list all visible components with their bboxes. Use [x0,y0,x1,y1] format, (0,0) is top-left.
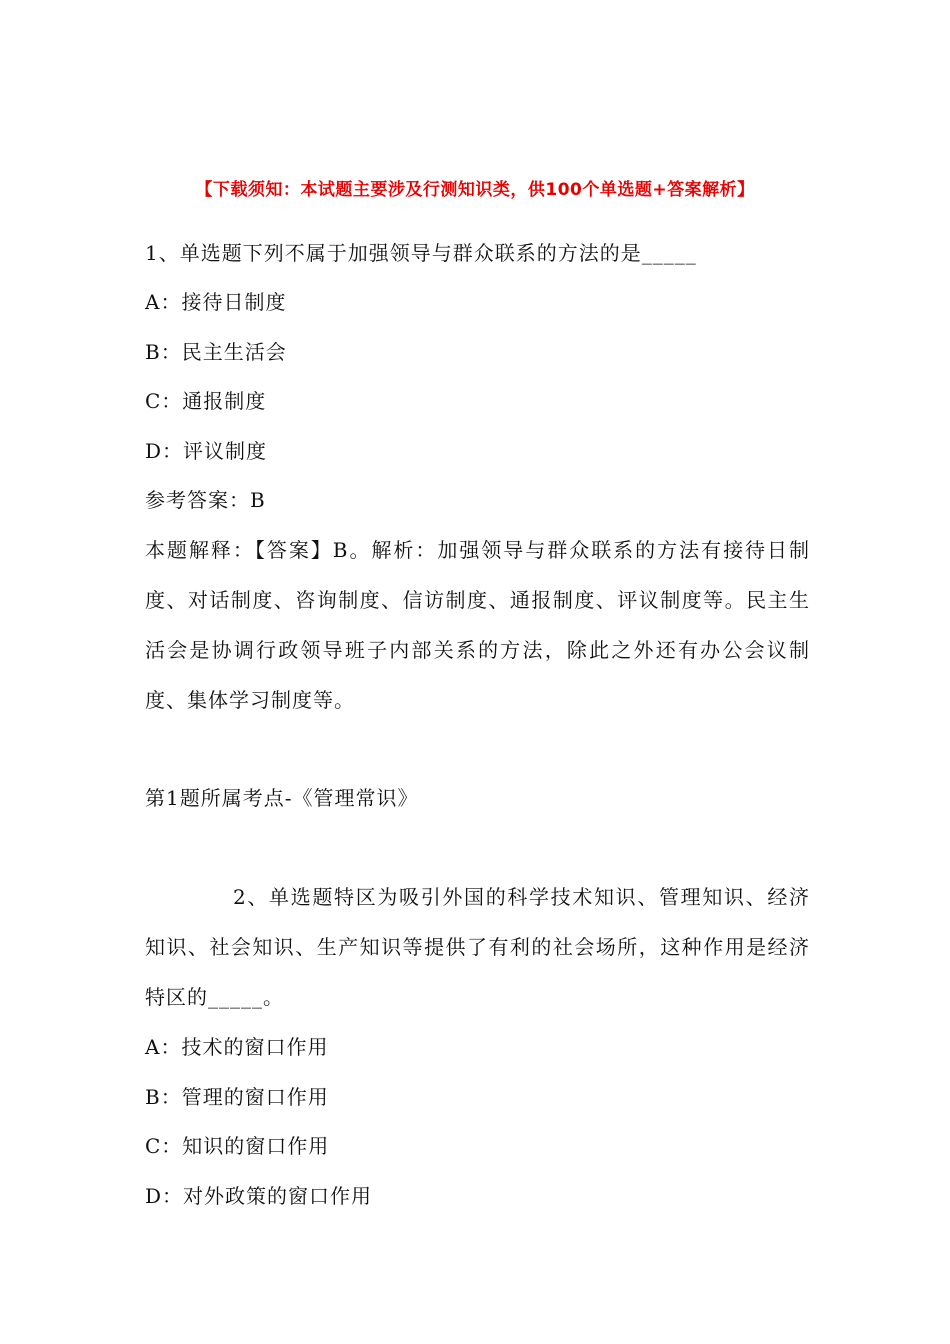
download-notice: 【下载须知：本试题主要涉及行测知识类，供100个单选题+答案解析】 [195,180,755,200]
q1-question: 1、单选题下列不属于加强领导与群众联系的方法的是_____ [145,241,697,265]
q1-option-b: B：民主生活会 [145,340,287,364]
q1-option-d: D：评议制度 [145,439,268,463]
q2-option-a: A：技术的窗口作用 [145,1035,329,1059]
q1-explanation: 本题解释：【答案】B。解析：加强领导与群众联系的方法有接待日制度、对话制度、咨询制度、信访制度、通报制度、评议制度等。民主生活会是协调行政领导班子内部关系的方法，除此之外还有办公会议制度、集体学习制度等。 [145,538,810,712]
q2-option-b: B：管理的窗口作用 [145,1085,329,1109]
q2-option-d: D：对外政策的窗口作用 [145,1184,373,1208]
q1-option-c: C：通报制度 [145,389,267,413]
q1-answer: 参考答案：B [145,488,266,512]
q1-topic: 第1题所属考点-《管理常识》 [145,786,419,810]
q2-question: 2、单选题特区为吸引外国的科学技术知识、管理知识、经济知识、社会知识、生产知识等提供了有利的社会场所，这种作用是经济特区的_____。 [145,885,810,1009]
q1-option-a: A：接待日制度 [145,290,287,314]
q2-option-c: C：知识的窗口作用 [145,1134,330,1158]
